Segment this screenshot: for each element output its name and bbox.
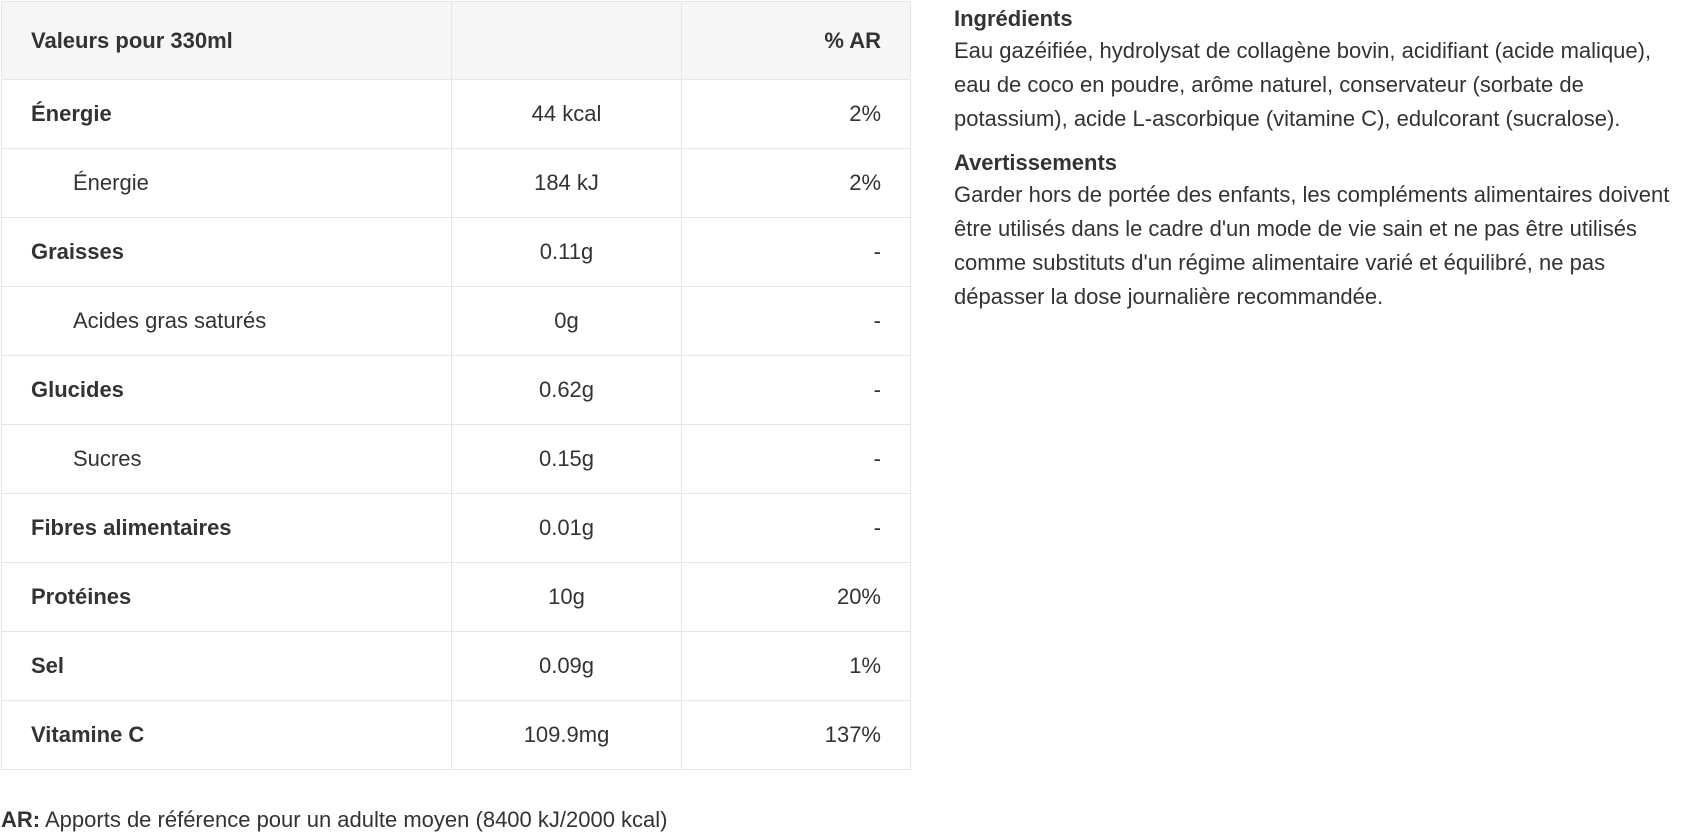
nutrient-label: Acides gras saturés [2, 287, 452, 356]
nutrient-ar: - [682, 425, 911, 494]
nutrient-ar: - [682, 218, 911, 287]
nutrient-value: 0g [452, 287, 682, 356]
table-row [2, 356, 911, 425]
nutrient-ar: 2% [682, 80, 911, 149]
nutrient-ar: - [682, 287, 911, 356]
nutrient-ar: 2% [682, 149, 911, 218]
nutrient-label: Énergie [2, 80, 452, 149]
footnote-key: AR: [1, 807, 41, 832]
warnings-text: Garder hors de portée des enfants, les compléments alimentaires doivent être utilisés dans le cadre d'un mode de vie sain et ne pas être utilisés comme substituts d'un régime alimentaire varié et équilibré, ne pas dépasser la dose journalière recommandée. [954, 182, 1670, 309]
table-row [2, 701, 911, 770]
footnote [1, 807, 668, 833]
nutrient-ar: 20% [682, 563, 911, 632]
nutrient-label: Protéines [2, 563, 452, 632]
nutrient-ar: 1% [682, 632, 911, 701]
nutrient-label: Glucides [2, 356, 452, 425]
nutrient-value: 0.62g [452, 356, 682, 425]
nutrient-label: Fibres alimentaires [2, 494, 452, 563]
nutrition-table [1, 1, 911, 770]
nutrient-label: Graisses [2, 218, 452, 287]
nutrient-ar: 137% [682, 701, 911, 770]
table-header-row [2, 2, 911, 80]
table-row [2, 218, 911, 287]
nutrient-ar: - [682, 494, 911, 563]
nutrient-label: Sel [2, 632, 452, 701]
nutrient-value: 109.9mg [452, 701, 682, 770]
table-row [2, 425, 911, 494]
table-row [2, 149, 911, 218]
nutrient-ar: - [682, 356, 911, 425]
nutrient-label: Sucres [2, 425, 452, 494]
header-label: Valeurs pour 330ml [2, 2, 452, 80]
footnote-text: Apports de référence pour un adulte moyen (8400 kJ/2000 kcal) [40, 807, 668, 832]
nutrient-value: 0.09g [452, 632, 682, 701]
nutrient-label: Énergie [2, 149, 452, 218]
table-row [2, 80, 911, 149]
table-row [2, 287, 911, 356]
ingredients-title: Ingrédients [954, 6, 1073, 31]
nutrient-value: 10g [452, 563, 682, 632]
table-row [2, 563, 911, 632]
warnings-title: Avertissements [954, 150, 1118, 175]
nutrient-value: 0.15g [452, 425, 682, 494]
header-value [452, 2, 682, 80]
nutrient-value: 0.11g [452, 218, 682, 287]
table-body [2, 80, 911, 770]
ingredients-text: Eau gazéifiée, hydrolysat de collagène bovin, acidifiant (acide malique), eau de coco en poudre, arôme naturel, conservateur (sorbate de potassium), acide L-ascorbique (vitamine C), edulcorant (sucralose). [954, 38, 1652, 131]
product-info [954, 4, 1674, 326]
header-ar: % AR [682, 2, 911, 80]
table-row [2, 494, 911, 563]
nutrient-value: 44 kcal [452, 80, 682, 149]
nutrient-value: 184 kJ [452, 149, 682, 218]
nutrient-value: 0.01g [452, 494, 682, 563]
table-row [2, 632, 911, 701]
nutrient-label: Vitamine C [2, 701, 452, 770]
